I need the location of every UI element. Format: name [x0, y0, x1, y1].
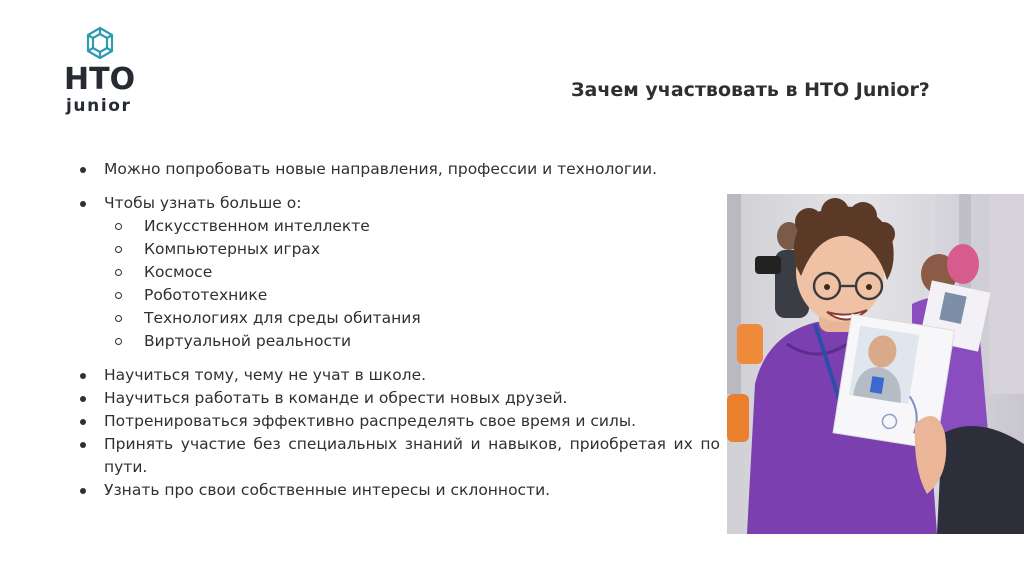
- bullet-item: [70, 158, 720, 181]
- bullet-dot: [80, 442, 86, 448]
- sub-bullet-item: [70, 284, 720, 307]
- smiling-student-holding-astronaut-card-photo: [727, 194, 1024, 534]
- bullet-item: [70, 410, 720, 433]
- nto-junior-logo: [62, 26, 138, 122]
- sub-bullet-text: Искусственном интеллекте: [144, 217, 370, 235]
- bullet-text: Узнать про свои собственные интересы и склонности.: [104, 481, 551, 499]
- sub-bullet-circle: [115, 338, 122, 345]
- sub-bullet-circle: [115, 246, 122, 253]
- bullet-item: [70, 387, 720, 410]
- bullet-text: Можно попробовать новые направления, профессии и технологии.: [104, 160, 658, 178]
- bullet-list: [70, 158, 720, 502]
- sub-bullet-circle: [115, 223, 122, 230]
- sub-bullet-text: Робототехнике: [144, 286, 268, 304]
- student-photo: [727, 194, 1024, 534]
- logo-wordmark: НТО: [64, 62, 136, 97]
- bullet-text: Потренироваться эффективно распределять свое время и силы.: [104, 412, 637, 430]
- logo-subtitle: junior: [66, 96, 132, 116]
- bullet-dot: [80, 419, 86, 425]
- sub-bullet-item: [70, 330, 720, 353]
- bullet-dot: [80, 396, 86, 402]
- bullet-item: [70, 192, 720, 215]
- bullet-dot: [80, 373, 86, 379]
- sub-bullet-circle: [115, 269, 122, 276]
- sub-bullet-item: [70, 238, 720, 261]
- sub-bullet-item: [70, 215, 720, 238]
- sub-bullet-circle: [115, 292, 122, 299]
- bullet-text: Принять участие без специальных знаний и навыков, приобретая их по пути.: [104, 435, 720, 476]
- bullet-text: Научиться тому, чему не учат в школе.: [104, 366, 427, 384]
- bullet-text: Чтобы узнать больше о:: [104, 194, 302, 212]
- bullet-item: [70, 433, 720, 479]
- sub-bullet-item: [70, 261, 720, 284]
- sub-bullet-circle: [115, 315, 122, 322]
- slide-title: Зачем участвовать в НТО Junior?: [571, 79, 930, 101]
- bullet-dot: [80, 167, 86, 173]
- sub-bullet-text: Космосе: [144, 263, 213, 281]
- hexagon-knot-logo-icon: [84, 26, 116, 60]
- bullet-text: Научиться работать в команде и обрести новых друзей.: [104, 389, 568, 407]
- bullet-item: [70, 479, 720, 502]
- bullet-dot: [80, 488, 86, 494]
- sub-bullet-text: Технологиях для среды обитания: [144, 309, 421, 327]
- bullet-dot: [80, 201, 86, 207]
- bullet-item: [70, 364, 720, 387]
- sub-bullet-item: [70, 307, 720, 330]
- sub-bullet-text: Виртуальной реальности: [144, 332, 352, 350]
- sub-bullet-text: Компьютерных играх: [144, 240, 321, 258]
